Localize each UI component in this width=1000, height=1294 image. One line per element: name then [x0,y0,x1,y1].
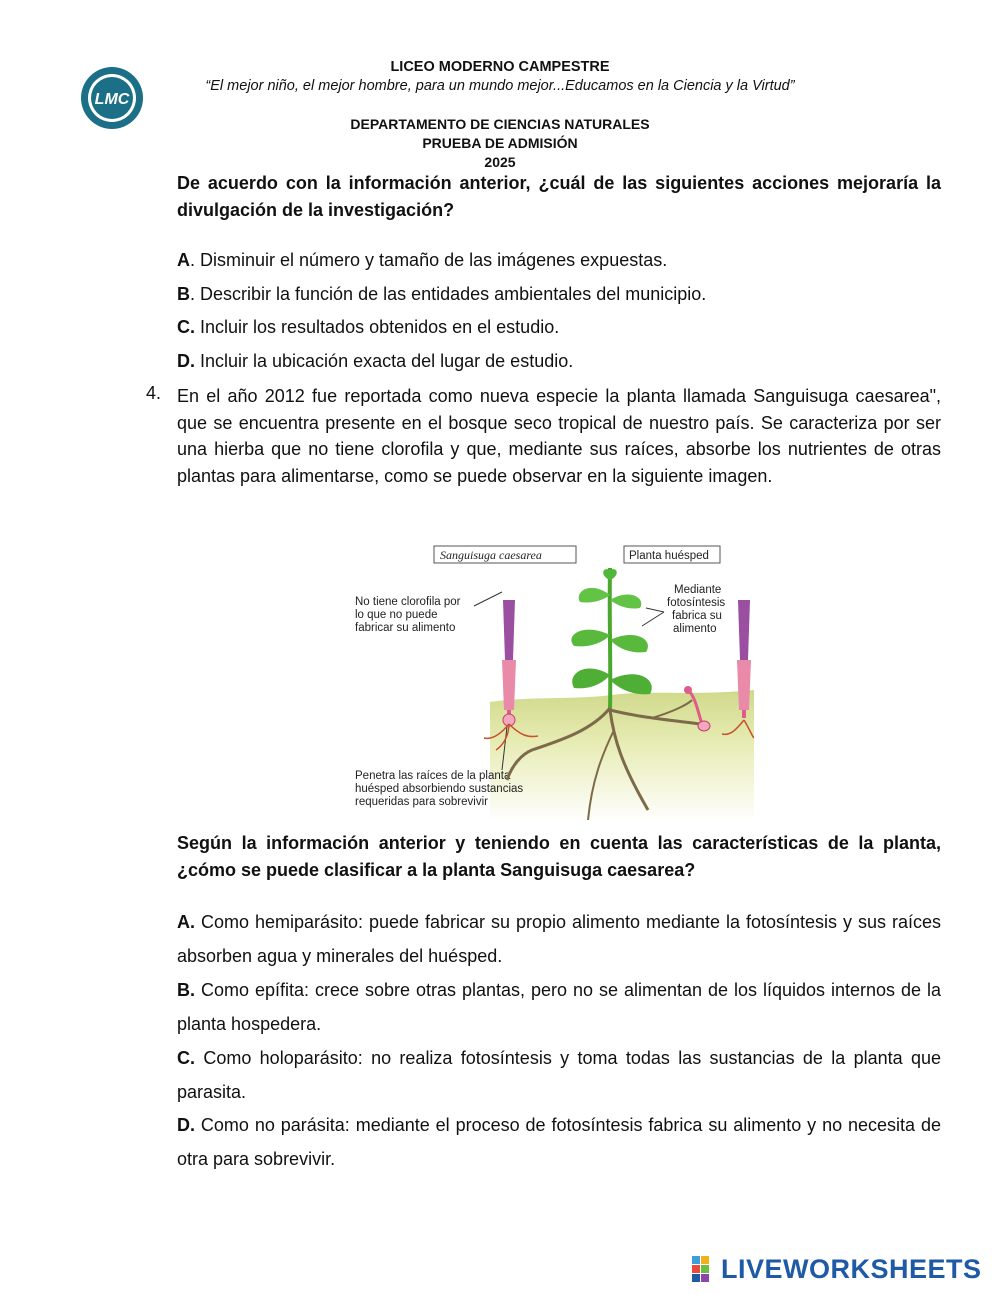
plant-diagram [352,540,754,822]
note-bottom-line-1: Penetra las raíces de la planta [355,770,511,782]
note-right-line-4: alimento [673,623,717,635]
question-4-option-c[interactable] [177,1041,941,1109]
option-text: Como hemiparásito: puede fabricar su propio alimento mediante la fotosíntesis y sus raíces absorben agua y minerales del huésped. [177,912,941,966]
label-host: Planta huésped [629,550,709,562]
logo-text: LMC [94,91,130,108]
option-letter: D. [177,351,195,371]
question-4-option-a[interactable] [177,905,941,973]
note-bottom-line-2: huésped absorbiendo sustancias [355,783,524,795]
department-title: DEPARTAMENTO DE CIENCIAS NATURALES [350,116,650,132]
option-letter: B. [177,980,195,1000]
note-left-line-1: No tiene clorofila por [355,596,461,608]
option-text: Incluir los resultados obtenidos en el estudio. [195,317,560,337]
question-4-text: En el año 2012 fue reportada como nueva especie la planta llamada Sanguisuga caesarea", que se encuentra presente en el bosque seco tropical de nuestro país. Se caracteriza por ser una hierba que no tiene clorofila y que, mediante sus raíces, absorbe los nutrientes de otras plantas para alimentarse, como se puede observar en la siguiente imagen. [177,386,941,486]
note-bottom-line-3: requeridas para sobrevivir [355,796,488,808]
option-text: Como no parásita: mediante el proceso de fotosíntesis fabrica su alimento y no necesita de otra para sobrevivir. [177,1115,941,1169]
question-4-option-b[interactable] [177,973,941,1041]
test-title: PRUEBA DE ADMISIÓN [422,135,578,151]
option-letter: A [177,250,190,270]
option-text: . Disminuir el número y tamaño de las imágenes expuestas. [190,250,668,270]
liveworksheets-logo[interactable] [692,1253,982,1285]
question-3-option-d[interactable] [177,351,941,372]
note-left-line-2: lo que no puede [355,609,438,621]
option-text: Incluir la ubicación exacta del lugar de estudio. [195,351,574,371]
question-3-option-a[interactable] [177,250,941,271]
option-letter: A. [177,912,195,932]
option-letter: C. [177,317,195,337]
option-letter: C. [177,1048,195,1068]
question-4-option-d[interactable] [177,1108,941,1176]
question-3-option-b[interactable] [177,284,941,305]
test-year: 2025 [484,154,516,170]
question-3-option-c[interactable] [177,317,941,338]
note-left-line-3: fabricar su alimento [355,622,456,634]
note-right-line-2: fotosíntesis [667,597,726,609]
question-4-number: 4. [146,383,162,403]
note-right-line-1: Mediante [674,584,722,596]
question-3-prompt: De acuerdo con la información anterior, ¿cuál de las siguientes acciones mejoraría la divulgación de la investigación? [177,173,941,220]
label-parasite: Sanguisuga caesarea [440,548,542,562]
liveworksheets-brand: LIVEWORKSHEETS [721,1253,982,1284]
option-text: . Describir la función de las entidades ambientales del municipio. [190,284,707,304]
note-right-line-3: fabrica su [672,610,722,622]
school-name: LICEO MODERNO CAMPESTRE [390,59,610,75]
option-text: Como holoparásito: no realiza fotosíntesis y toma todas las sustancias de la planta que parasita. [177,1048,941,1102]
option-letter: B [177,284,190,304]
school-motto: “El mejor niño, el mejor hombre, para un mundo mejor...Educamos en la Ciencia y la Virtud” [205,78,795,94]
liveworksheets-icon [692,1256,718,1282]
question-4-prompt: Según la información anterior y teniendo en cuenta las características de la planta, ¿cómo se puede clasificar a la planta Sanguisuga caesarea? [177,833,941,880]
option-text: Como epífita: crece sobre otras plantas, pero no se alimentan de los líquidos internos de la planta hospedera. [177,980,941,1034]
option-letter: D. [177,1115,195,1135]
